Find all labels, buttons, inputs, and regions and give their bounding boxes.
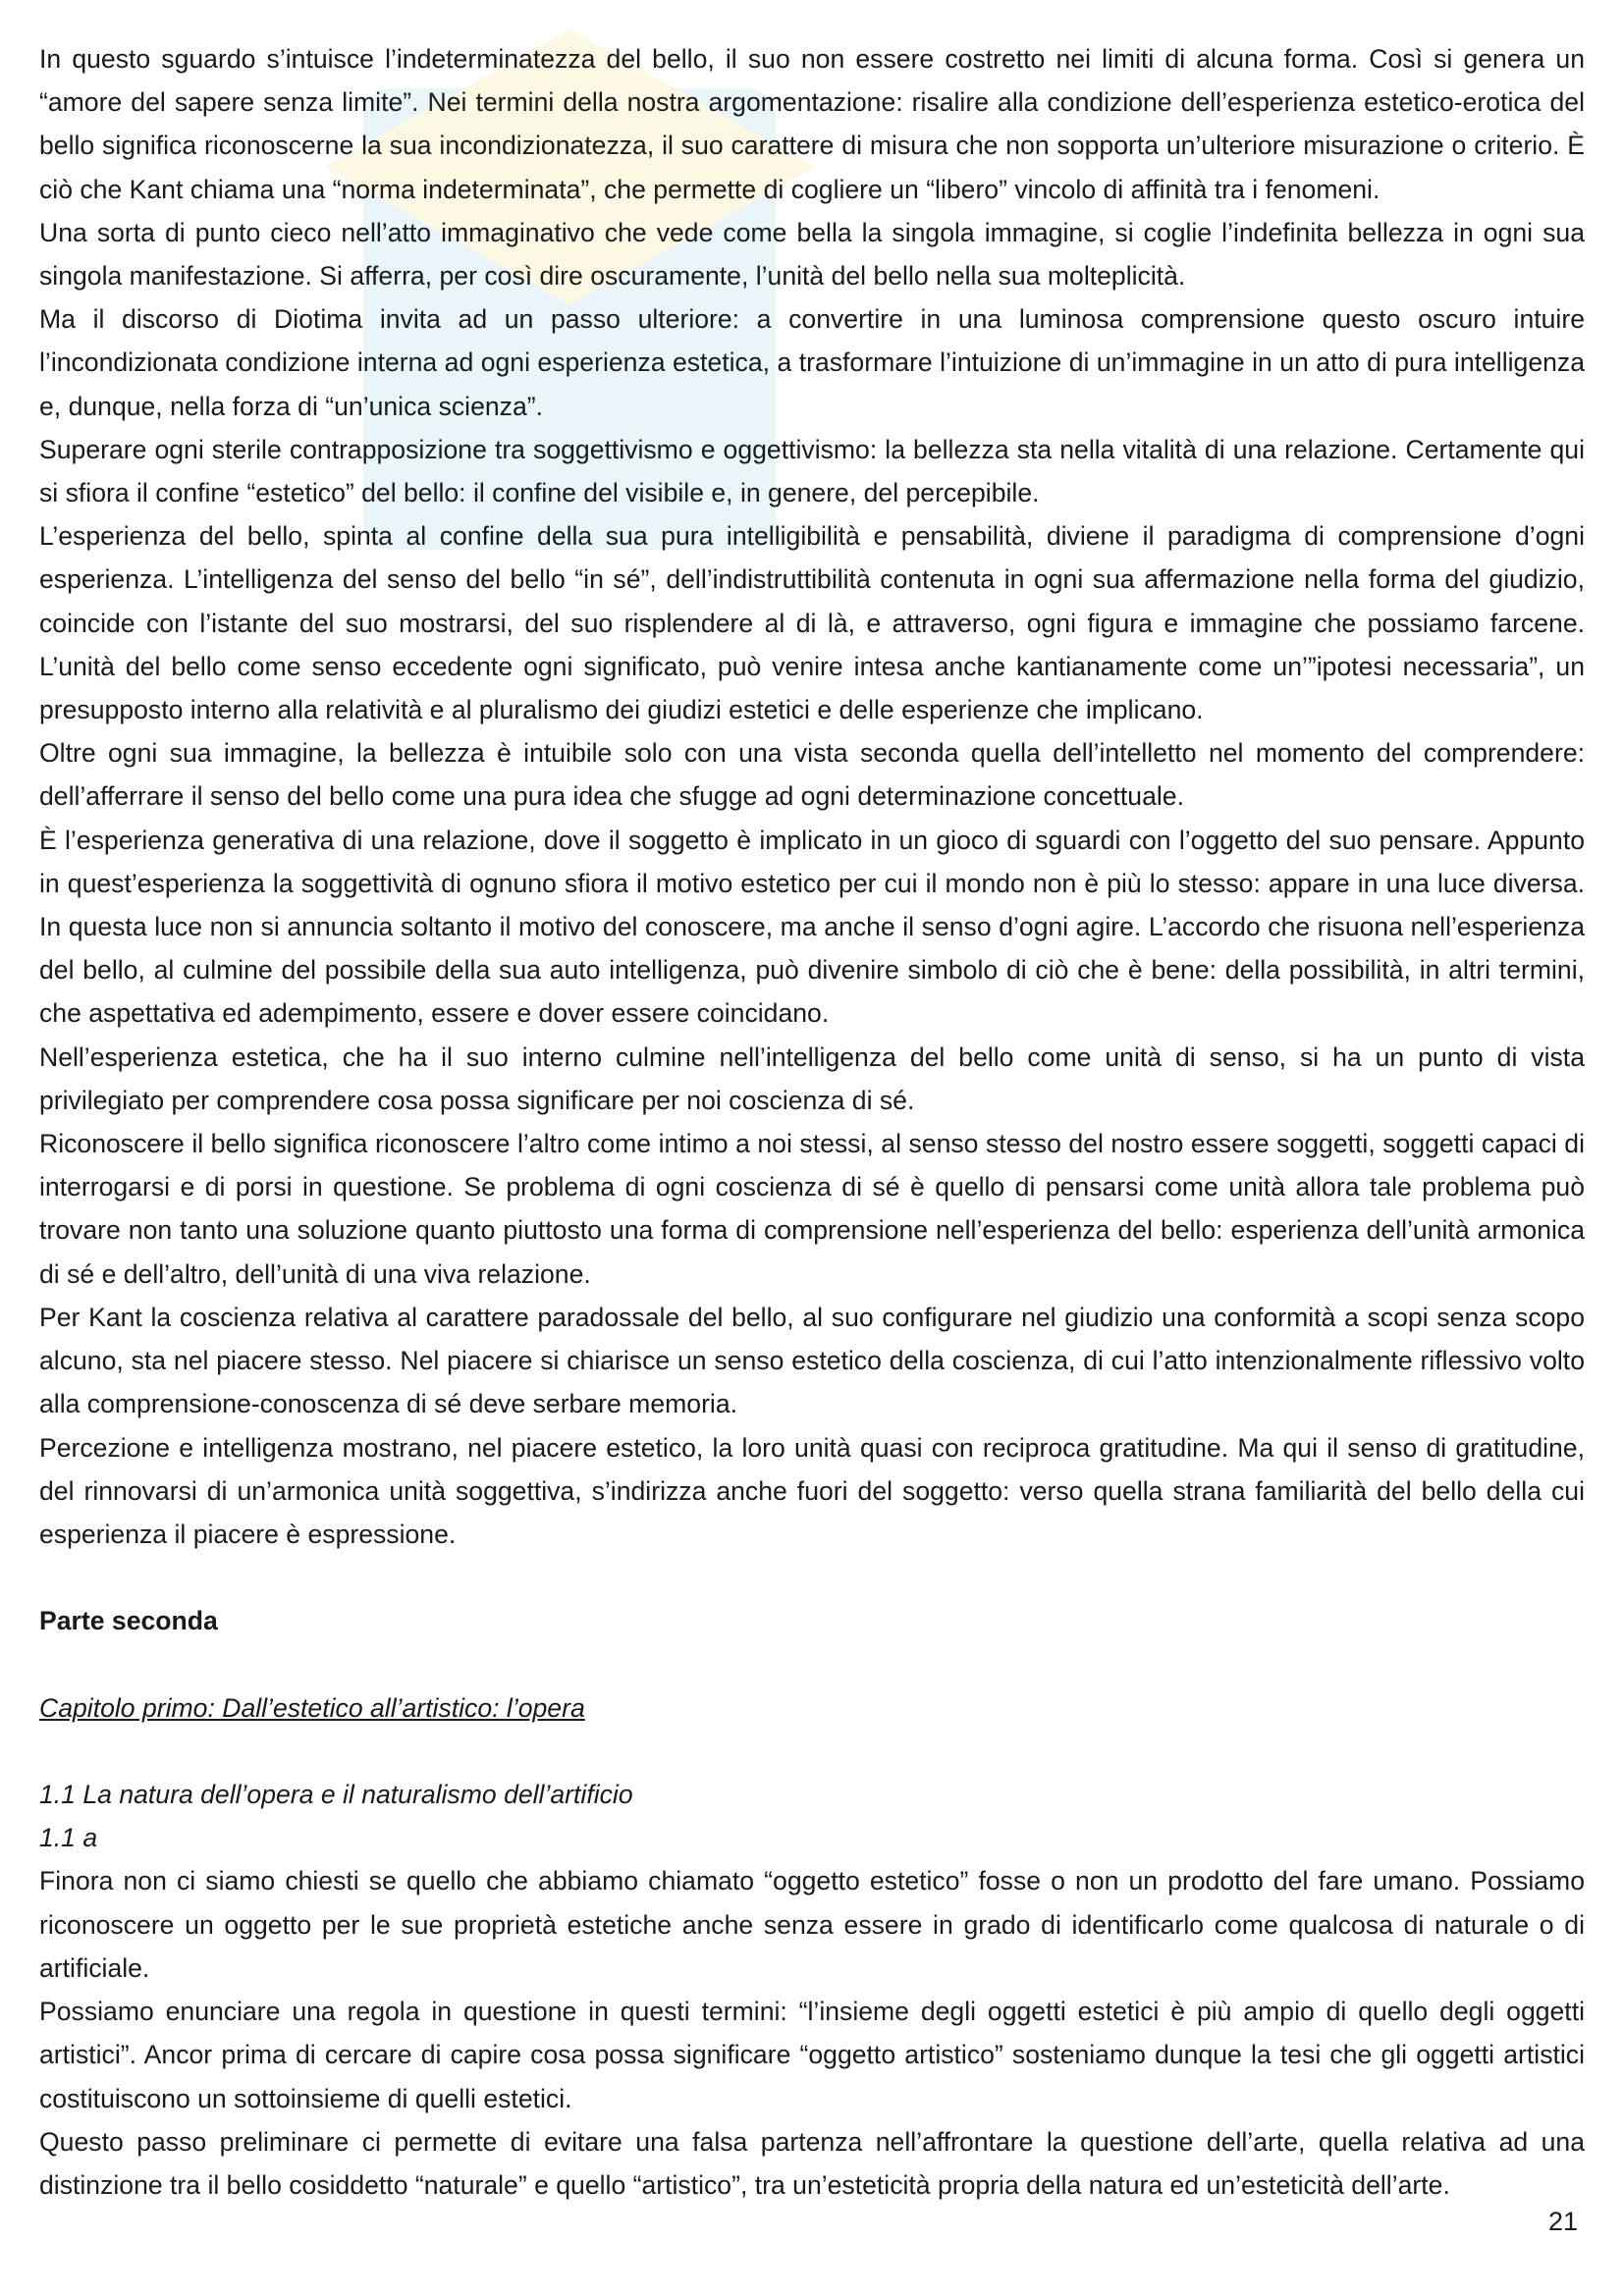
chapter-title: Capitolo primo: Dall’estetico all’artistico: l’opera: [39, 1692, 585, 1723]
spacer: [39, 1556, 1585, 1599]
paragraph: Oltre ogni sua immagine, la bellezza è intuibile solo con una vista seconda quella dell’intelletto nel momento del comprendere: dell’afferrare il senso del bello come una pura idea che sfugge ad ogni determinazione concettuale.: [39, 738, 1585, 812]
paragraph: Questo passo preliminare ci permette di evitare una falsa partenza nell’affrontare la questione dell’arte, quella relativa ad una distinzione tra il bello cosiddetto “naturale” e quello “artistico”, tra un’esteticità propria della natura ed un’esteticità dell’arte.: [39, 2126, 1585, 2200]
paragraph: Nell’esperienza estetica, che ha il suo interno culmine nell’intelligenza del bello come unità di senso, si ha un punto di vista privilegiato per comprendere cosa possa significare per noi coscienza di sé.: [39, 1041, 1585, 1115]
spacer: [39, 1730, 1585, 1773]
page-number: 21: [1547, 2207, 1578, 2236]
paragraph: Superare ogni sterile contrapposizione tra soggettivismo e oggettivismo: la bellezza sta nella vitalità di una relazione. Certamente qui si sfiora il confine “estetico” del bello: il confine del visibile e, in genere, del percepibile.: [39, 434, 1585, 508]
part-title: Parte seconda: [39, 1606, 218, 1636]
paragraph: Possiamo enunciare una regola in questione in questi termini: “l’insieme degli oggetti estetici è più ampio di quello degli oggetti artistici”. Ancor prima di cercare di capire cosa possa significare “oggetto artistico” sosteniamo dunque la tesi che gli oggetti artistici costituiscono un sottoinsieme di quelli estetici.: [39, 1997, 1585, 2113]
paragraph: È l’esperienza generativa di una relazione, dove il soggetto è implicato in un gioco di sguardi con l’oggetto del suo pensare. Appunto in quest’esperienza la soggettività di ognuno sfiora il motivo estetico per cui il mondo non è più lo stesso: appare in una luce diversa. In questa luce non si annuncia soltanto il motivo del conoscere, ma anche il senso d’ogni agire. L’accordo che risuona nell’esperienza del bello, al culmine del possibile della sua auto intelligenza, può divenire simbolo di ciò che è bene: della possibilità, in altri termini, che aspettativa ed adempimento, essere e dover essere coincidano.: [39, 825, 1585, 1029]
spacer: [39, 1643, 1585, 1686]
paragraph: Finora non ci siamo chiesti se quello che abbiamo chiamato “oggetto estetico” fosse o non un prodotto del fare umano. Possiamo riconoscere un oggetto per le sue proprietà estetiche anche senza essere in grado di identificarlo come qualcosa di naturale o di artificiale.: [39, 1866, 1585, 1983]
document-page: [39, 37, 1585, 2207]
paragraph: L’esperienza del bello, spinta al confine della sua pura intelligibilità e pensabilità, diviene il paradigma di comprensione d’ogni esperienza. L’intelligenza del senso del bello “in sé”, dell’indistruttibilità contenuta in ogni sua affermazione nella forma del giudizio, coincide con l’istante del suo mostrarsi, del suo risplendere al di là, e attraverso, ogni figura e immagine che possiamo farcene. L’unità del bello come senso eccedente ogni significato, può venire intesa anche kantianamente come un’”ipotesi necessaria”, un presupposto interno alla relatività e al pluralismo dei giudizi estetici e delle esperienze che implicano.: [39, 521, 1585, 725]
section-title: 1.1 La natura dell’opera e il naturalismo dell’artificio: [39, 1780, 633, 1810]
paragraph: Una sorta di punto cieco nell’atto immaginativo che vede come bella la singola immagine, si coglie l’indefinita bellezza in ogni sua singola manifestazione. Si afferra, per così dire oscuramente, l’unità del bello nella sua molteplicità.: [39, 217, 1585, 292]
paragraph: Percezione e intelligenza mostrano, nel piacere estetico, la loro unità quasi con reciproca gratitudine. Ma qui il senso di gratitudine, del rinnovarsi di un’armonica unità soggettiva, s’indirizza anche fuori del soggetto: verso quella strana familiarità del bello della cui esperienza il piacere è espressione.: [39, 1432, 1585, 1549]
paragraph: In questo sguardo s’intuisce l’indeterminatezza del bello, il suo non essere costretto nei limiti di alcuna forma. Così si genera un “amore del sapere senza limite”. Nei termini della nostra argomentazione: risalire alla condizione dell’esperienza estetico-erotica del bello significa riconoscerne la sua incondizionatezza, il suo carattere di misura che non sopporta un’ulteriore misurazione o criterio. È ciò che Kant chiama una “norma indeterminata”, che permette di cogliere un “libero” vincolo di affinità tra i fenomeni.: [39, 44, 1585, 204]
paragraph: Per Kant la coscienza relativa al carattere paradossale del bello, al suo configurare nel giudizio una conformità a scopi senza scopo alcuno, sta nel piacere stesso. Nel piacere si chiarisce un senso estetico della coscienza, di cui l’atto intenzionalmente riflessivo volto alla comprensione-conoscenza di sé deve serbare memoria.: [39, 1302, 1585, 1419]
paragraph: Ma il discorso di Diotima invita ad un passo ulteriore: a convertire in una luminosa comprensione questo oscuro intuire l’incondizionata condizione interna ad ogni esperienza estetica, a trasformare l’intuizione di un’immagine in un atto di pura intelligenza e, dunque, nella forza di “un’unica scienza”.: [39, 304, 1585, 421]
subsection-title: 1.1 a: [39, 1823, 98, 1853]
paragraph: Riconoscere il bello significa riconoscere l’altro come intimo a noi stessi, al senso stesso del nostro essere soggetti, soggetti capaci di interrogarsi e di porsi in questione. Se problema di ogni coscienza di sé è quello di pensarsi come unità allora tale problema può trovare non tanto una soluzione quanto piuttosto una forma di comprensione nell’esperienza del bello: esperienza dell’unità armonica di sé e dell’altro, dell’unità di una viva relazione.: [39, 1129, 1585, 1289]
